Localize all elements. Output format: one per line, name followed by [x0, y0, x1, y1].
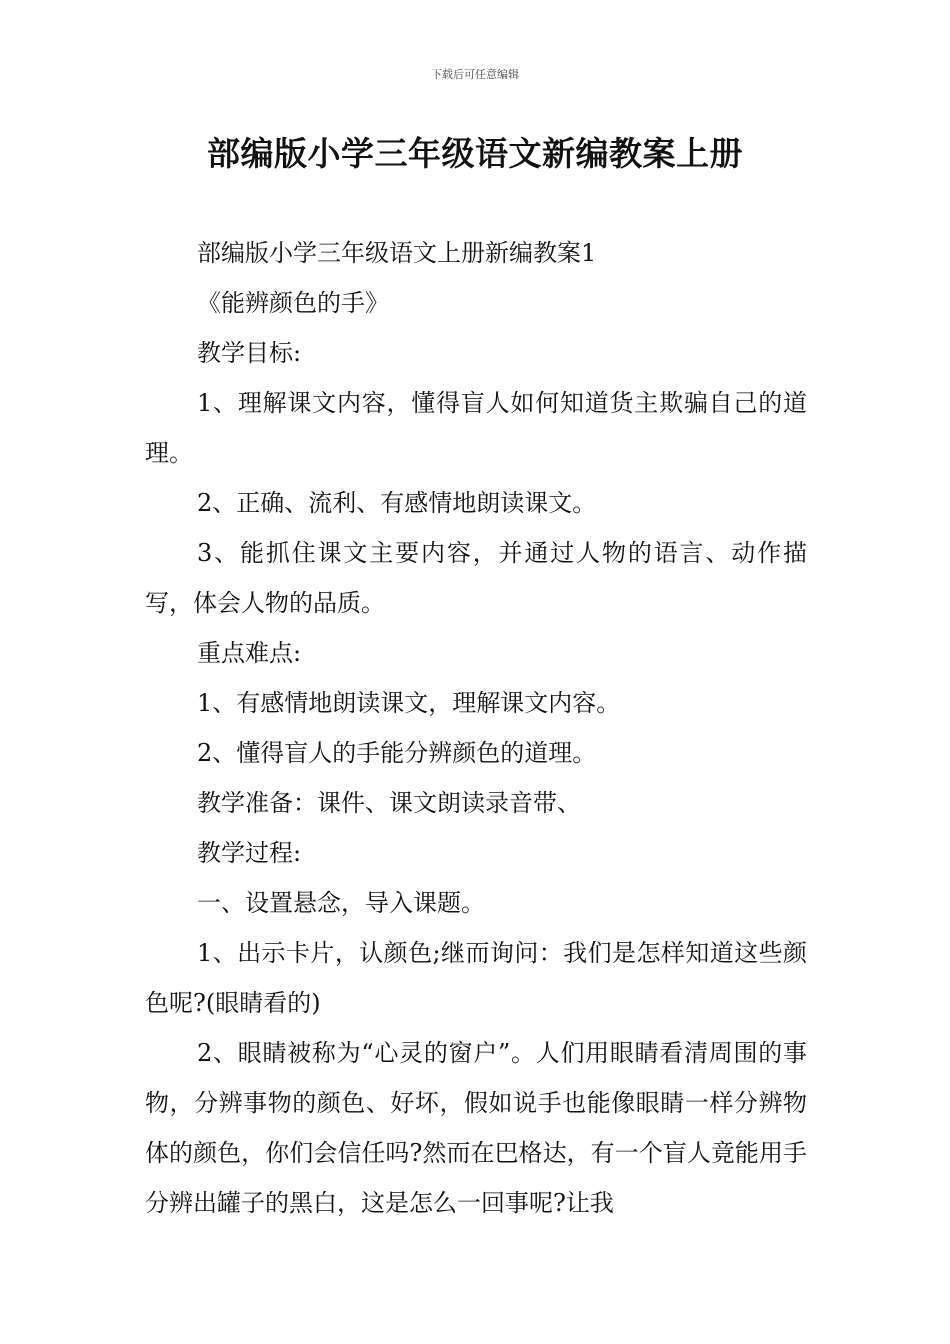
process-step-heading: 一、设置悬念，导入课题。 — [197, 889, 485, 917]
section-heading-process: 教学过程: — [197, 839, 302, 867]
section-heading-key-points: 重点难点: — [197, 639, 302, 667]
lesson-heading: 部编版小学三年级语文上册新编教案1 — [197, 239, 597, 267]
document-title: 部编版小学三年级语文新编教案上册 — [207, 134, 743, 173]
key-point-item: 1、有感情地朗读课文，理解课文内容。 — [197, 689, 621, 717]
goal-item: 2、正确、流利、有感情地朗读课文。 — [197, 489, 597, 517]
process-item: 1、出示卡片，认颜色;继而询问：我们是怎样知道这些颜色呢?(眼睛看的) — [145, 939, 807, 1017]
preparation-line: 教学准备：课件、课文朗读录音带、 — [197, 789, 581, 817]
process-item: 2、眼睛被称为“心灵的窗户”。人们用眼睛看清周围的事物，分辨事物的颜色、好坏，假如说手也能像眼睛一样分辨物体的颜色，你们会信任吗?然而在巴格达，有一个盲人竟能用手分辨出罐子的黑白，这是怎么一回事呢?让我 — [145, 1039, 807, 1217]
lesson-subtitle: 《能辨颜色的手》 — [197, 289, 389, 317]
header-note: 下载后可任意编辑 — [431, 68, 519, 81]
section-heading-goals: 教学目标: — [197, 339, 302, 367]
key-point-item: 2、懂得盲人的手能分辨颜色的道理。 — [197, 739, 597, 767]
goal-item: 3、能抓住课文主要内容，并通过人物的语言、动作描写，体会人物的品质。 — [145, 539, 807, 617]
goal-item: 1、理解课文内容，懂得盲人如何知道货主欺骗自己的道理。 — [145, 389, 807, 467]
document-body — [145, 228, 807, 1228]
